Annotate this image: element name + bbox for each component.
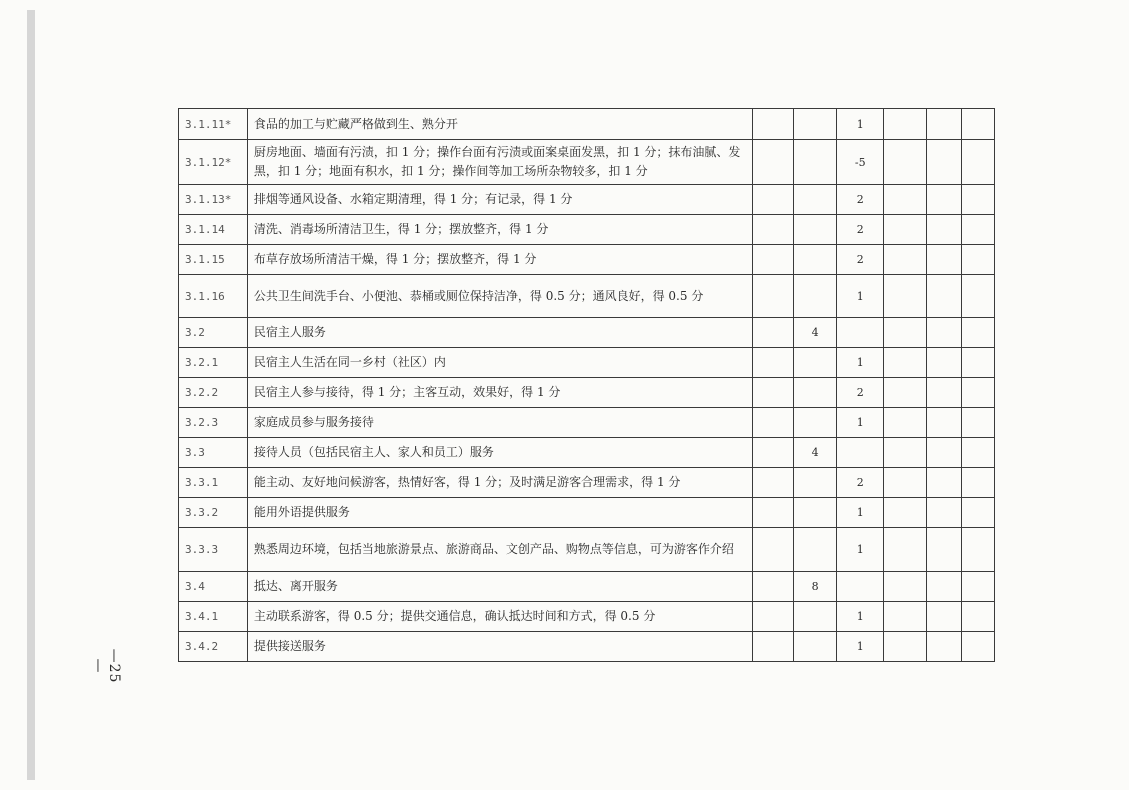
empty-cell <box>962 275 995 318</box>
empty-cell <box>884 140 927 185</box>
table-row <box>179 275 995 318</box>
empty-cell <box>753 468 794 498</box>
row-code: 3.4.1 <box>179 602 248 632</box>
row-score: 1 <box>837 109 884 140</box>
row-total <box>793 498 837 528</box>
empty-cell <box>962 528 995 572</box>
row-item: 能用外语提供服务 <box>247 498 752 528</box>
row-total: 4 <box>793 318 837 348</box>
row-item: 排烟等通风设备、水箱定期清理，得 1 分；有记录，得 1 分 <box>247 185 752 215</box>
empty-cell <box>884 215 927 245</box>
row-code: 3.1.12* <box>179 140 248 185</box>
empty-cell <box>753 438 794 468</box>
empty-cell <box>962 245 995 275</box>
row-code: 3.3 <box>179 438 248 468</box>
row-item: 民宿主人参与接待，得 1 分；主客互动，效果好，得 1 分 <box>247 378 752 408</box>
empty-cell <box>884 109 927 140</box>
row-code: 3.3.1 <box>179 468 248 498</box>
table-row <box>179 140 995 185</box>
row-total <box>793 109 837 140</box>
row-total <box>793 408 837 438</box>
row-code: 3.1.16 <box>179 275 248 318</box>
row-score: 1 <box>837 528 884 572</box>
empty-cell <box>962 572 995 602</box>
empty-cell <box>884 468 927 498</box>
row-item: 熟悉周边环境，包括当地旅游景点、旅游商品、文创产品、购物点等信息，可为游客作介绍 <box>247 528 752 572</box>
row-item: 食品的加工与贮藏严格做到生、熟分开 <box>247 109 752 140</box>
empty-cell <box>926 632 962 662</box>
row-code: 3.3.3 <box>179 528 248 572</box>
row-total: 8 <box>793 572 837 602</box>
empty-cell <box>753 498 794 528</box>
row-total: 4 <box>793 438 837 468</box>
scan-edge <box>27 10 35 780</box>
row-score <box>837 318 884 348</box>
table-row <box>179 498 995 528</box>
row-total <box>793 632 837 662</box>
empty-cell <box>926 348 962 378</box>
empty-cell <box>962 632 995 662</box>
table-row <box>179 408 995 438</box>
empty-cell <box>962 109 995 140</box>
empty-cell <box>753 318 794 348</box>
table-row <box>179 632 995 662</box>
row-total <box>793 602 837 632</box>
row-score: 2 <box>837 185 884 215</box>
row-score: 1 <box>837 275 884 318</box>
row-code: 3.4.2 <box>179 632 248 662</box>
table-row <box>179 438 995 468</box>
table-row <box>179 348 995 378</box>
table-row <box>179 528 995 572</box>
row-item: 能主动、友好地问候游客，热情好客，得 1 分；及时满足游客合理需求，得 1 分 <box>247 468 752 498</box>
empty-cell <box>753 572 794 602</box>
empty-cell <box>884 378 927 408</box>
empty-cell <box>926 245 962 275</box>
row-total <box>793 185 837 215</box>
table-row <box>179 185 995 215</box>
empty-cell <box>884 275 927 318</box>
row-item: 主动联系游客，得 0.5 分；提供交通信息，确认抵达时间和方式，得 0.5 分 <box>247 602 752 632</box>
row-item: 公共卫生间洗手台、小便池、恭桶或厕位保持洁净，得 0.5 分；通风良好，得 0.5 分 <box>247 275 752 318</box>
scoring-table <box>178 108 995 662</box>
row-item: 民宿主人服务 <box>247 318 752 348</box>
row-total <box>793 528 837 572</box>
row-score: -5 <box>837 140 884 185</box>
empty-cell <box>884 572 927 602</box>
empty-cell <box>926 109 962 140</box>
empty-cell <box>753 185 794 215</box>
row-total <box>793 275 837 318</box>
row-code: 3.2 <box>179 318 248 348</box>
empty-cell <box>962 438 995 468</box>
empty-cell <box>884 602 927 632</box>
empty-cell <box>884 632 927 662</box>
row-item: 厨房地面、墙面有污渍，扣 1 分；操作台面有污渍或面案桌面发黑，扣 1 分；抹布油腻、发黑，扣 1 分；地面有积水，扣 1 分；操作间等加工场所杂物较多，扣 1 分 <box>247 140 752 185</box>
empty-cell <box>753 275 794 318</box>
empty-cell <box>962 140 995 185</box>
row-code: 3.2.1 <box>179 348 248 378</box>
empty-cell <box>962 468 995 498</box>
row-item: 抵达、离开服务 <box>247 572 752 602</box>
row-item: 清洗、消毒场所清洁卫生，得 1 分；摆放整齐，得 1 分 <box>247 215 752 245</box>
row-score: 1 <box>837 632 884 662</box>
row-total <box>793 348 837 378</box>
empty-cell <box>926 572 962 602</box>
empty-cell <box>753 140 794 185</box>
row-code: 3.2.3 <box>179 408 248 438</box>
empty-cell <box>753 245 794 275</box>
empty-cell <box>962 498 995 528</box>
empty-cell <box>753 348 794 378</box>
row-code: 3.1.15 <box>179 245 248 275</box>
row-code: 3.2.2 <box>179 378 248 408</box>
empty-cell <box>884 245 927 275</box>
empty-cell <box>884 498 927 528</box>
empty-cell <box>753 408 794 438</box>
page-number: —25— <box>90 648 122 684</box>
row-score: 1 <box>837 602 884 632</box>
empty-cell <box>753 528 794 572</box>
table-row <box>179 572 995 602</box>
empty-cell <box>926 215 962 245</box>
empty-cell <box>884 408 927 438</box>
empty-cell <box>753 215 794 245</box>
row-item: 家庭成员参与服务接待 <box>247 408 752 438</box>
empty-cell <box>962 408 995 438</box>
empty-cell <box>884 185 927 215</box>
row-code: 3.1.14 <box>179 215 248 245</box>
empty-cell <box>926 185 962 215</box>
row-score <box>837 438 884 468</box>
row-total <box>793 215 837 245</box>
row-item: 接待人员（包括民宿主人、家人和员工）服务 <box>247 438 752 468</box>
row-code: 3.3.2 <box>179 498 248 528</box>
table-row <box>179 109 995 140</box>
empty-cell <box>926 275 962 318</box>
empty-cell <box>926 378 962 408</box>
empty-cell <box>926 140 962 185</box>
row-code: 3.1.13* <box>179 185 248 215</box>
empty-cell <box>753 378 794 408</box>
row-score: 2 <box>837 378 884 408</box>
empty-cell <box>962 602 995 632</box>
empty-cell <box>962 215 995 245</box>
row-score <box>837 572 884 602</box>
empty-cell <box>926 498 962 528</box>
empty-cell <box>884 348 927 378</box>
empty-cell <box>926 408 962 438</box>
empty-cell <box>753 109 794 140</box>
row-score: 2 <box>837 215 884 245</box>
row-score: 2 <box>837 468 884 498</box>
table-row <box>179 318 995 348</box>
row-total <box>793 140 837 185</box>
row-total <box>793 468 837 498</box>
empty-cell <box>753 632 794 662</box>
empty-cell <box>962 185 995 215</box>
empty-cell <box>926 438 962 468</box>
empty-cell <box>884 438 927 468</box>
empty-cell <box>884 318 927 348</box>
empty-cell <box>962 318 995 348</box>
row-total <box>793 245 837 275</box>
row-score: 1 <box>837 348 884 378</box>
empty-cell <box>962 348 995 378</box>
empty-cell <box>884 528 927 572</box>
empty-cell <box>753 602 794 632</box>
empty-cell <box>926 318 962 348</box>
table-row <box>179 468 995 498</box>
row-score: 1 <box>837 408 884 438</box>
table-row <box>179 602 995 632</box>
empty-cell <box>962 378 995 408</box>
row-item: 布草存放场所清洁干燥，得 1 分；摆放整齐，得 1 分 <box>247 245 752 275</box>
empty-cell <box>926 468 962 498</box>
row-code: 3.1.11* <box>179 109 248 140</box>
table-row <box>179 215 995 245</box>
row-total <box>793 378 837 408</box>
row-item: 提供接送服务 <box>247 632 752 662</box>
empty-cell <box>926 528 962 572</box>
table-row <box>179 378 995 408</box>
row-score: 1 <box>837 498 884 528</box>
table-row <box>179 245 995 275</box>
empty-cell <box>926 602 962 632</box>
row-item: 民宿主人生活在同一乡村（社区）内 <box>247 348 752 378</box>
row-score: 2 <box>837 245 884 275</box>
row-code: 3.4 <box>179 572 248 602</box>
